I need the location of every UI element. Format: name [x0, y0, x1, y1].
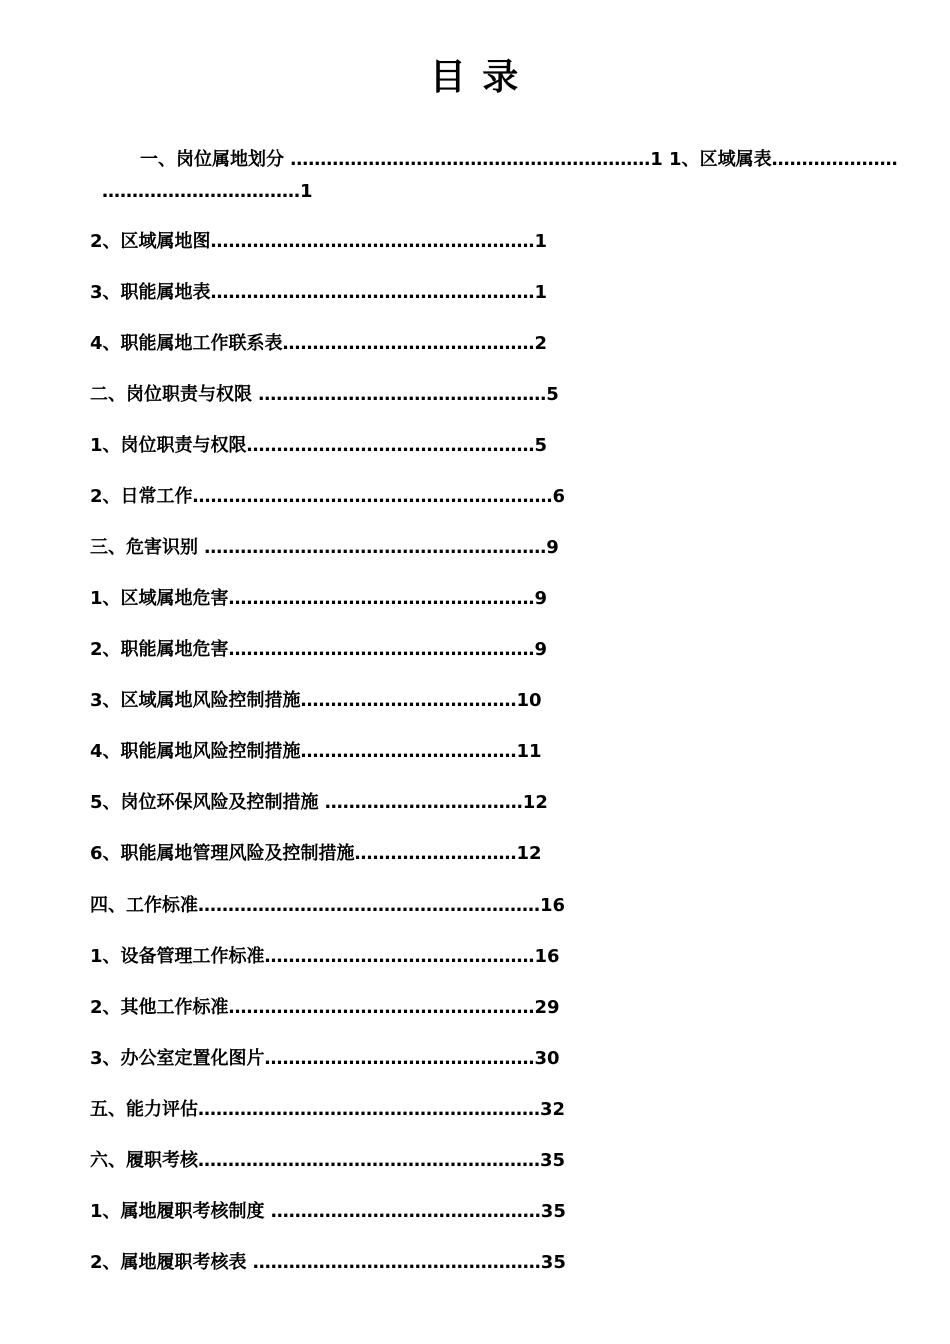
toc-entry[interactable]: 5、岗位环保风险及控制措施 ……………………………12 — [90, 792, 548, 813]
toc-entry[interactable]: 2、日常工作……………………………………………………6 — [90, 486, 566, 507]
toc-entry[interactable]: 1、岗位职责与权限…………………………………………5 — [90, 435, 548, 456]
toc-entry[interactable]: 3、职能属地表………………………………………………1 — [90, 282, 548, 303]
toc-entry[interactable]: 1、设备管理工作标准………………………………………16 — [90, 946, 560, 967]
toc-entry[interactable]: 三、危害识别 …………………………………………………9 — [90, 537, 559, 558]
toc-entry[interactable]: 3、办公室定置化图片………………………………………30 — [90, 1048, 560, 1069]
toc-entry[interactable]: 2、属地履职考核表 …………………………………………35 — [90, 1252, 566, 1273]
toc-entry[interactable]: 3、区域属地风险控制措施………………………………10 — [90, 690, 542, 711]
toc-entry[interactable]: 2、其他工作标准……………………………………………29 — [90, 997, 560, 1018]
toc-entry[interactable]: 1、区域属地危害……………………………………………9 — [90, 588, 548, 609]
toc-entry[interactable]: 五、能力评估…………………………………………………32 — [90, 1099, 566, 1120]
toc-entry[interactable]: 六、履职考核…………………………………………………35 — [90, 1150, 566, 1171]
toc-entry[interactable]: 四、工作标准…………………………………………………16 — [90, 895, 566, 916]
toc-entry[interactable]: 2、区域属地图………………………………………………1 — [90, 231, 548, 252]
toc-entry[interactable]: 4、职能属地风险控制措施………………………………11 — [90, 741, 542, 762]
page-title: 目 录 — [429, 56, 521, 98]
toc-entry-wrapped-first[interactable]: 一、岗位属地划分 ……………………………………………………1 1、区域属表………………… — [140, 149, 898, 170]
toc-entry[interactable]: 二、岗位职责与权限 …………………………………………5 — [90, 384, 559, 405]
toc-entry[interactable]: 6、职能属地管理风险及控制措施………………………12 — [90, 843, 542, 864]
toc-entry[interactable]: 1、属地履职考核制度 ………………………………………35 — [90, 1201, 566, 1222]
toc-entry[interactable]: 4、职能属地工作联系表……………………………………2 — [90, 333, 548, 354]
toc-entry-wrapped-second[interactable]: ……………………………1 — [102, 181, 313, 202]
toc-entry[interactable]: 2、职能属地危害……………………………………………9 — [90, 639, 548, 660]
